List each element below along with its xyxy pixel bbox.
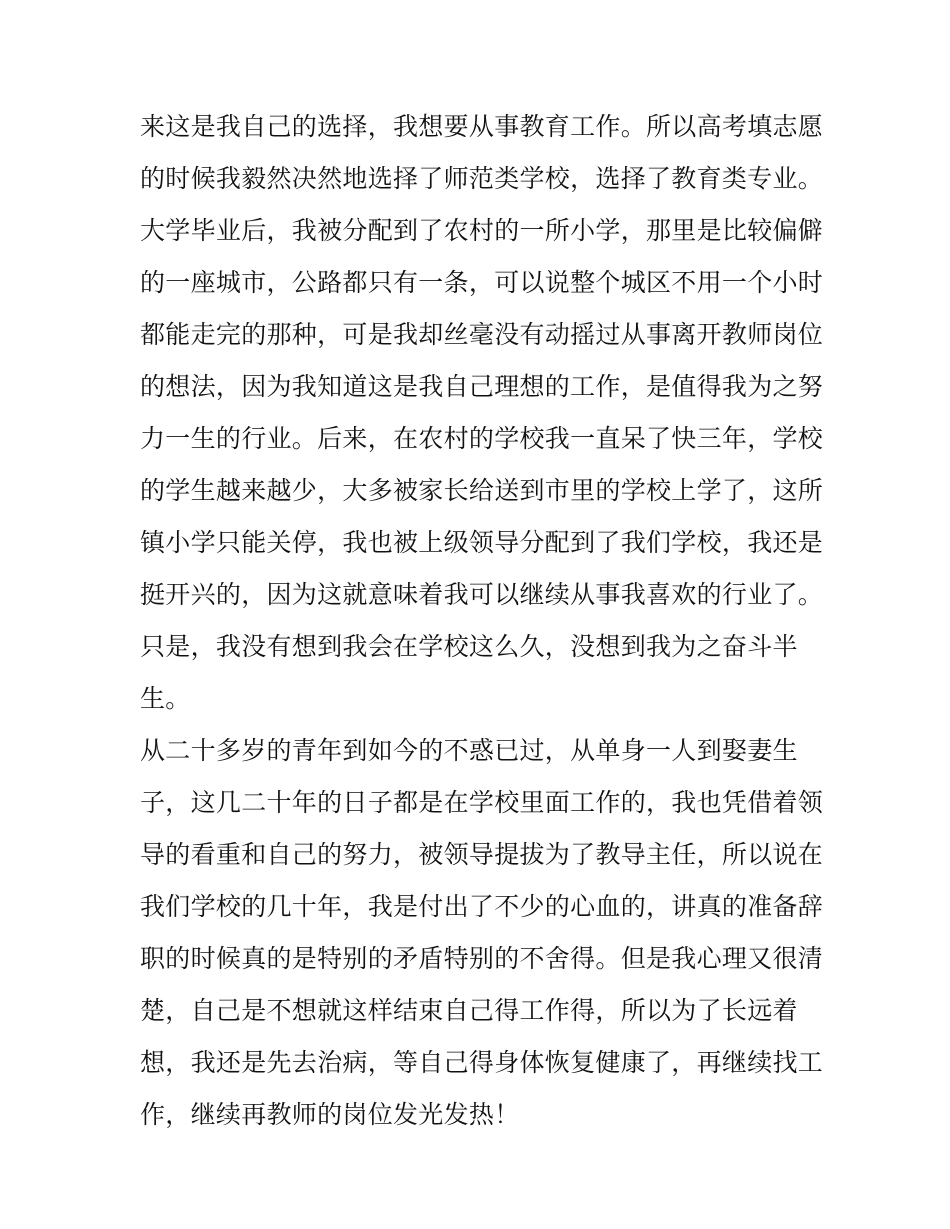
text-line: 力一生的行业。后来，在农村的学校我一直呆了快三年，学校 <box>140 424 824 453</box>
text-line: 只是，我没有想到我会在学校这么久，没想到我为之奋斗半 <box>140 632 798 661</box>
text-line: 大学毕业后，我被分配到了农村的一所小学，那里是比较偏僻 <box>140 216 824 245</box>
text-line: 导的看重和自己的努力，被领导提拔为了教导主任，所以说在 <box>140 840 824 869</box>
text-line: 我们学校的几十年，我是付出了不少的心血的，讲真的准备辞 <box>140 892 824 921</box>
text-line: 的一座城市，公路都只有一条，可以说整个城区不用一个小时 <box>140 268 824 297</box>
text-line: 想，我还是先去治病，等自己得身体恢复健康了，再继续找工 <box>140 1048 824 1077</box>
text-line: 的学生越来越少，大多被家长给送到市里的学校上学了，这所 <box>140 476 824 505</box>
text-line: 子，这几二十年的日子都是在学校里面工作的，我也凭借着领 <box>140 788 824 817</box>
text-line: 镇小学只能关停，我也被上级领导分配到了我们学校，我还是 <box>140 528 824 557</box>
text-line: 都能走完的那种，可是我却丝毫没有动摇过从事离开教师岗位 <box>140 320 824 349</box>
text-line: 楚，自己是不想就这样结束自己得工作得，所以为了长远着 <box>140 996 798 1025</box>
text-line: 从二十多岁的青年到如今的不惑已过，从单身一人到娶妻生 <box>140 736 798 765</box>
text-line: 作，继续再教师的岗位发光发热！ <box>140 1100 520 1129</box>
text-line: 生。 <box>140 684 191 713</box>
text-line: 的时候我毅然决然地选择了师范类学校，选择了教育类专业。 <box>140 164 824 193</box>
text-line: 的想法，因为我知道这是我自己理想的工作，是值得我为之努 <box>140 372 824 401</box>
text-line: 挺开兴的，因为这就意味着我可以继续从事我喜欢的行业了。 <box>140 580 824 609</box>
text-line: 来这是我自己的选择，我想要从事教育工作。所以高考填志愿 <box>140 112 824 141</box>
text-line: 职的时候真的是特别的矛盾特别的不舍得。但是我心理又很清 <box>140 944 824 973</box>
